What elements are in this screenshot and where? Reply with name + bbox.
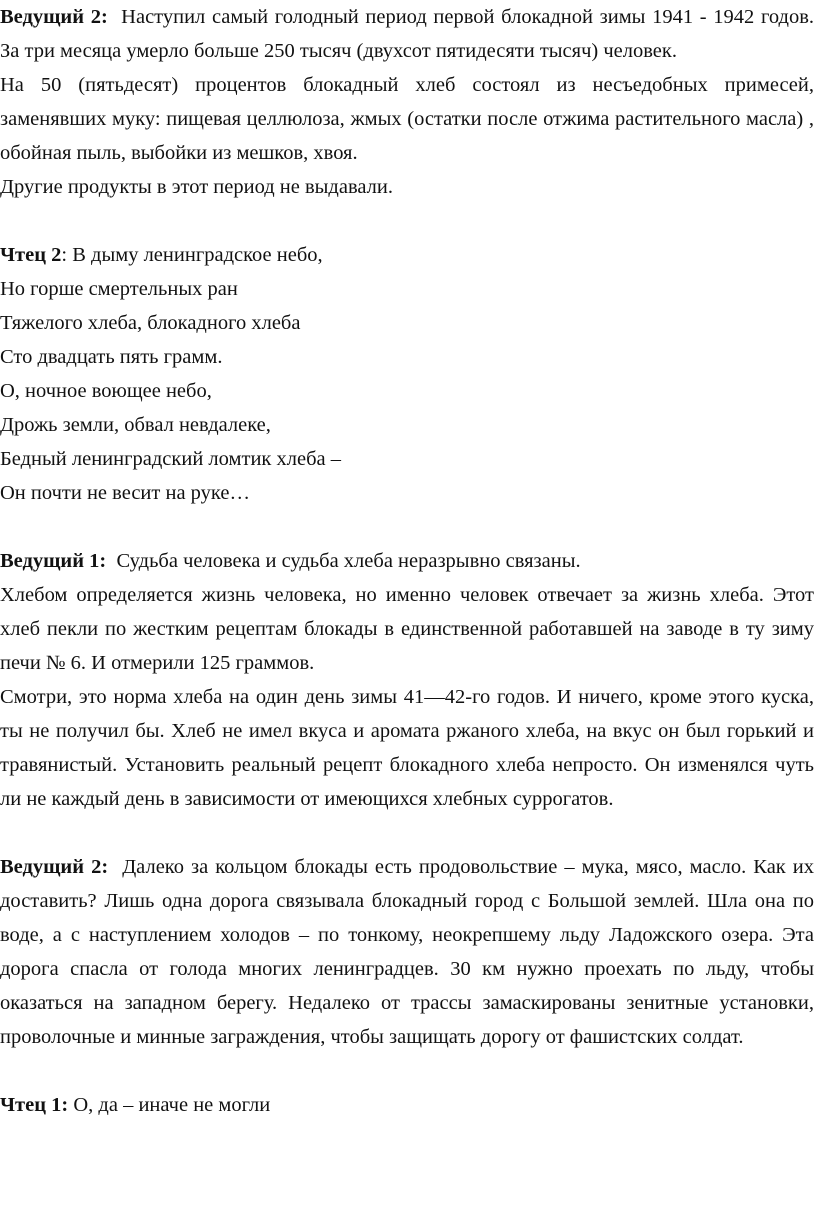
block-reader-1: [0, 1088, 814, 1122]
block-host-1: [0, 544, 814, 816]
speaker-label: Ведущий 2:: [0, 856, 109, 878]
paragraph-text: Судьба человека и судьба хлеба неразрывно связаны.: [116, 550, 581, 572]
paragraph-text: Наступил самый голодный период первой блокадной зимы 1941 - 1942 годов. За три месяца умерло больше 250 тысяч (двухсот пятидесяти тысяч) человек.: [0, 6, 815, 62]
paragraph: Другие продукты в этот период не выдавали.: [0, 176, 393, 198]
blank-line: [0, 510, 814, 544]
paragraph: На 50 (пятьдесят) процентов блокадный хлеб состоял из несъедобных примесей, заменявших муку: пищевая целлюлоза, жмых (остатки после отжима растительного масла) , обойная пыль, выбойки из мешков, хвоя.: [0, 74, 814, 164]
speaker-label: Ведущий 1:: [0, 550, 107, 572]
block-host-2-second: [0, 850, 814, 1054]
block-host-2-first: [0, 0, 814, 204]
paragraph: Хлебом определяется жизнь человека, но именно человек отвечает за жизнь хлеба. Этот хлеб пекли по жестким рецептам блокады в единственной работавшей на заводе в ту зиму печи № 6. И отмерили 125 граммов.: [0, 584, 814, 674]
blank-line: [0, 816, 814, 850]
verse-line: Дрожь земли, обвал невдалеке,: [0, 414, 271, 436]
verse-line: [0, 1088, 814, 1122]
verse-text: : В дыму ленинградское небо,: [61, 244, 323, 266]
paragraph: [0, 0, 814, 68]
paragraph: Смотри, это норма хлеба на один день зимы 41—42-го годов. И ничего, кроме этого куска, ты не получил бы. Хлеб не имел вкуса и аромата ржаного хлеба, на вкус он был горький и травянистый. Установить реальный рецепт блокадного хлеба непросто. Он изменялся чуть ли не каждый день в зависимости от имеющихся хлебных суррогатов.: [0, 686, 814, 810]
speaker-label: Ведущий 2:: [0, 6, 108, 28]
verse-line: Тяжелого хлеба, блокадного хлеба: [0, 312, 301, 334]
verse-line: О, ночное воющее небо,: [0, 380, 212, 402]
verse-line: Но горше смертельных ран: [0, 278, 238, 300]
blank-line: [0, 1054, 814, 1088]
verse-line: Он почти не весит на руке…: [0, 482, 250, 504]
block-reader-2: [0, 238, 814, 510]
speaker-label: Чтец 2: [0, 244, 62, 266]
verse-line: Сто двадцать пять грамм.: [0, 346, 223, 368]
verse-text: О, да – иначе не могли: [73, 1094, 271, 1116]
verse-line: [0, 238, 814, 272]
paragraph: [0, 850, 814, 1054]
speaker-label: Чтец 1:: [0, 1094, 69, 1116]
paragraph: [0, 544, 814, 578]
blank-line: [0, 204, 814, 238]
verse-line: Бедный ленинградский ломтик хлеба –: [0, 448, 341, 470]
paragraph-text: Далеко за кольцом блокады есть продовольствие – мука, мясо, масло. Как их доставить? Лишь одна дорога связывала блокадный город с Большой землей. Шла она по воде, а с наступлением холодов – по тонкому, неокрепшему льду Ладожского озера. Эта дорога спасла от голода многих ленинградцев. 30 км нужно проехать по льду, чтобы оказаться на западном берегу. Недалеко от трассы замаскированы зенитные установки, проволочные и минные заграждения, чтобы защищать дорогу от фашистских солдат.: [0, 856, 814, 1048]
